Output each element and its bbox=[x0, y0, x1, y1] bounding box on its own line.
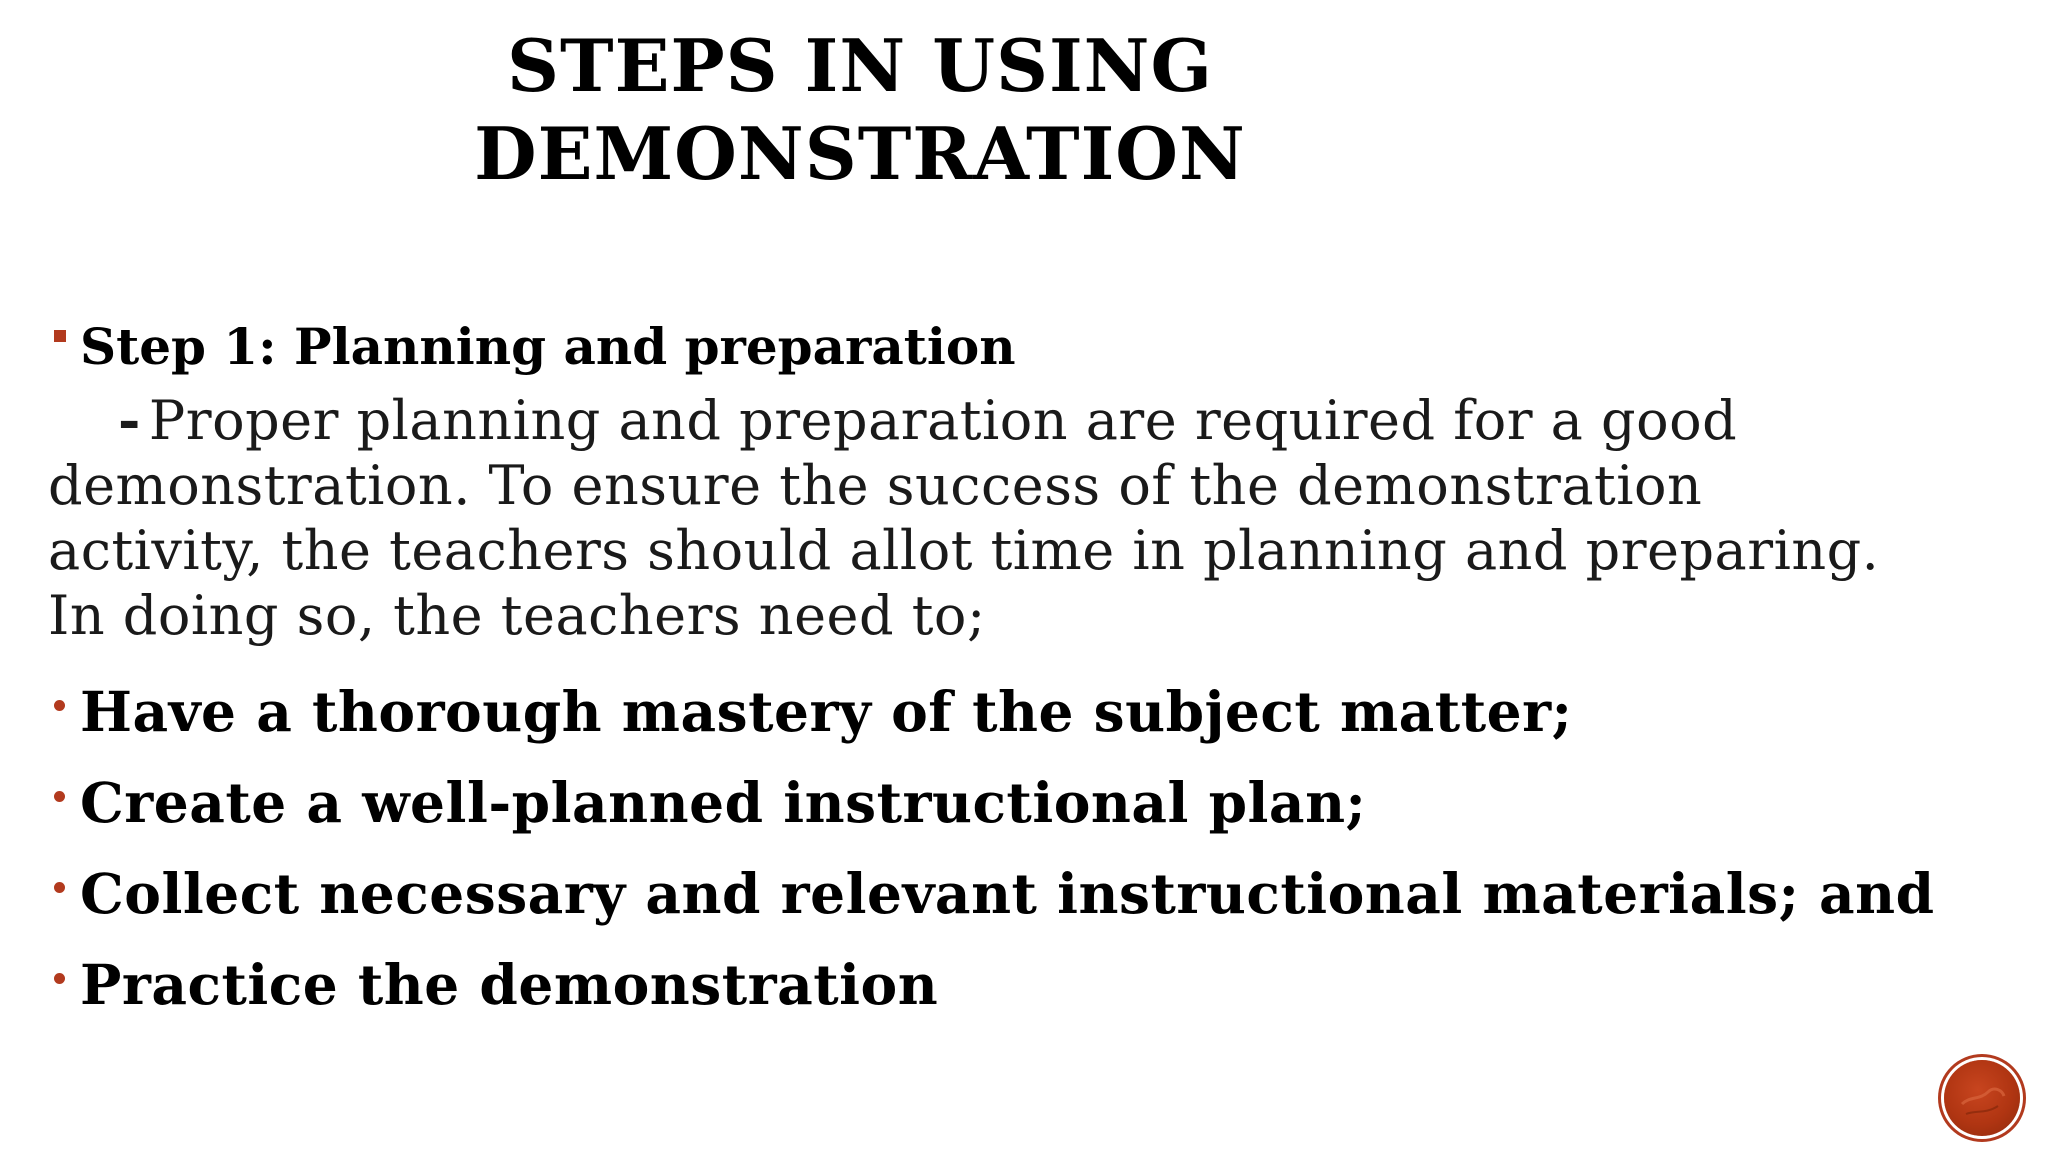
list-item-text: Create a well-planned instructional plan; bbox=[80, 770, 1367, 835]
slide-title-line-1: STEPS IN USING bbox=[507, 23, 1213, 108]
list-item bbox=[48, 848, 2018, 939]
step-heading-text: Step 1: Planning and preparation bbox=[80, 317, 1016, 376]
list-item-text: Practice the demonstration bbox=[80, 952, 939, 1017]
square-bullet-icon bbox=[54, 330, 66, 342]
round-bullet-icon bbox=[54, 882, 65, 893]
requirements-list bbox=[48, 666, 2018, 1030]
description-line: activity, the teachers should allot time in planning and preparing. bbox=[48, 519, 1880, 582]
description-line: In doing so, the teachers need to; bbox=[48, 584, 986, 647]
list-item-text: Have a thorough mastery of the subject matter; bbox=[80, 679, 1573, 744]
slide-title-line-2: DEMONSTRATION bbox=[474, 111, 1246, 196]
step-description bbox=[48, 388, 2018, 648]
corner-circle-logo-icon bbox=[1944, 1060, 2020, 1136]
round-bullet-icon bbox=[54, 973, 65, 984]
logo-texture-icon bbox=[1944, 1060, 2020, 1136]
list-item bbox=[48, 757, 2018, 848]
slide-body bbox=[48, 312, 2018, 1030]
description-line: demonstration. To ensure the success of the demonstration bbox=[48, 454, 1703, 517]
step-heading bbox=[48, 312, 2018, 382]
round-bullet-icon bbox=[54, 700, 65, 711]
list-item bbox=[48, 939, 2018, 1030]
description-line bbox=[48, 388, 2018, 453]
round-bullet-icon bbox=[54, 791, 65, 802]
dash-marker: - bbox=[118, 388, 141, 452]
list-item bbox=[48, 666, 2018, 757]
list-item-text: Collect necessary and relevant instructional materials; and bbox=[80, 861, 1935, 926]
slide-title bbox=[380, 22, 1340, 198]
description-line-text: Proper planning and preparation are required for a good bbox=[148, 389, 1738, 452]
